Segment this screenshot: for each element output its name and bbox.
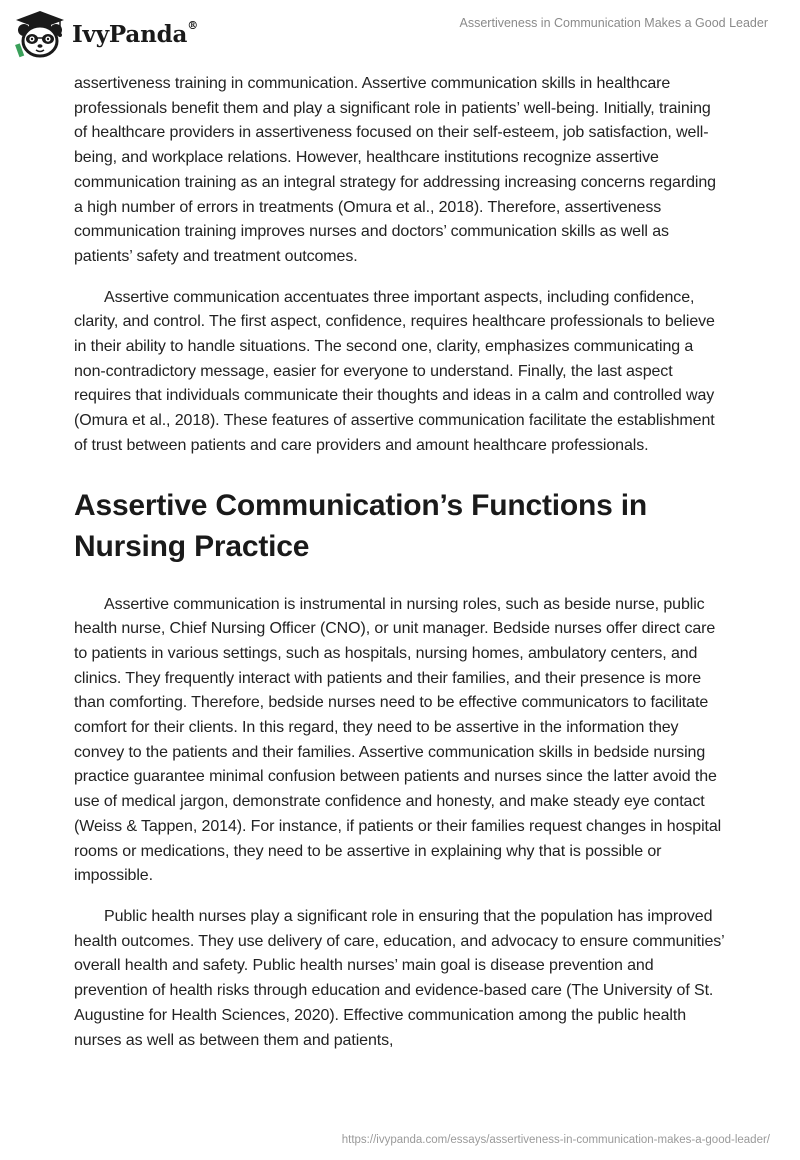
brand-name: IvyPanda® [72, 18, 198, 48]
paragraph-2: Assertive communication accentuates three important aspects, including confidence, clarity, and control. The first aspect, confidence, requires healthcare professionals to believe in their ability to handle situations. The second one, clarity, emphasizes communicating a non-contradictory message, easier for everyone to understand. Finally, the last aspect requires that individuals communicate their thoughts and ideas in a calm and controlled way (Omura et al., 2018). These features of assertive communication facilitate the establishment of trust between patients and care providers and amount healthcare professionals. [74, 288, 715, 454]
source-url[interactable]: https://ivypanda.com/essays/assertiveness-in-communication-makes-a-good-leader/ [341, 1134, 770, 1146]
paragraph-1: assertiveness training in communication. Assertive communication skills in healthcare professionals benefit them and play a significant role in patients’ well-being. Initially, training of healthcare providers in assertiveness focused on their self-esteem, job satisfaction, well-being, and workplace relations. However, healthcare institutions recognize assertive communication training as an integral strategy for addressing increasing concerns regarding a high number of errors in treatments (Omura et al., 2018). Therefore, assertiveness communication training improves nurses and doctors’ communication skills as well as patients’ safety and treatment outcomes. [74, 75, 716, 265]
paragraph-4: Public health nurses play a significant role in ensuring that the population has improved health outcomes. They use delivery of care, education, and advocacy to ensure communities’ overall health and safety. Public health nurses’ main goal is disease prevention and prevention of health risks through education and evidence-based care (The University of St. Augustine for Health Sciences, 2020). Effective communication among the public health nurses as well as between them and patients, [74, 907, 725, 1049]
essay-body [74, 72, 728, 1069]
page-header [0, 0, 800, 66]
brand-logo[interactable] [12, 8, 198, 60]
document-title: Assertiveness in Communication Makes a Good Leader [459, 16, 768, 30]
panda-graduate-icon [12, 8, 68, 60]
paragraph-3: Assertive communication is instrumental in nursing roles, such as beside nurse, public health nurse, Chief Nursing Officer (CNO), or unit manager. Bedside nurses offer direct care to patients in various settings, such as hospitals, nursing homes, ambulatory centers, and clinics. They frequently interact with patients and their families, and their presence is more than comforting. Therefore, bedside nurses need to be effective communicators to facilitate comfort for their clients. In this regard, they need to be assertive in the information they convey to the patients and their families. Assertive communication skills in bedside nursing practice guarantee minimal confusion between patients and nurses since the latter avoid the use of medical jargon, demonstrate confidence and honesty, and make steady eye contact (Weiss & Tappen, 2014). For instance, if patients or their families request changes in hospital rooms or medications, they need to be assertive in explaining why that is possible or impossible. [74, 595, 722, 885]
section-heading: Assertive Communication’s Functions in Nursing Practice [74, 488, 648, 563]
registered-mark: ® [187, 18, 198, 32]
